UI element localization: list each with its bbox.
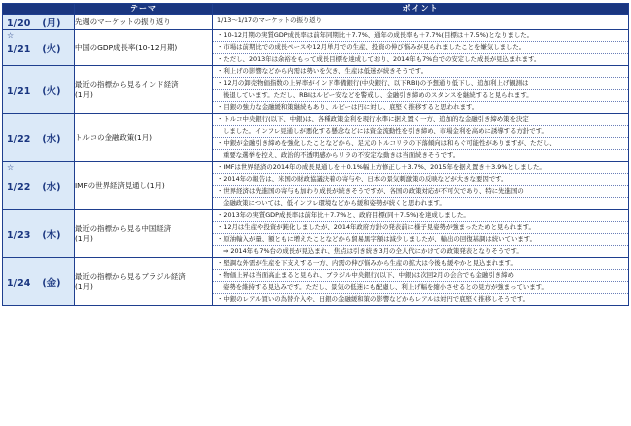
theme-cell [75, 210, 213, 258]
date-text: 1/24 [7, 277, 31, 289]
point-line: ・ IMFは世界経済の2014年の成長見通しを＋0.1%幅上方修正し＋3.7%、2015年を据え置き＋3.9%としました。 [213, 162, 628, 174]
point-line: ・ 市場は前期比での成長ペースや12月単月での生産、投資の伸び悩みが見られましたことを嫌気しました。 [213, 42, 628, 54]
point-line: ・ 12月の卸売物価指数の上昇率がインド準備銀行(中央銀行、以下RBI)の予想通り低下し、追加利上げ観測は [213, 78, 628, 90]
theme-line: 最近の指標から見る中国経済 [75, 223, 172, 233]
header-theme: テーマ [75, 4, 213, 15]
weekday-text: (水) [42, 181, 61, 193]
theme-line: IMFの世界経済見通し(1月) [75, 180, 165, 190]
weekday-text: (金) [42, 277, 61, 289]
date-cell [3, 258, 75, 306]
point-line: ・ 利上げの影響などから内需は勢いを欠き、生産は低迷が続きそうです。 [213, 66, 628, 78]
weekday-text: (火) [42, 85, 61, 97]
point-line: ・ 目銀の強力な金融緩和策継続もあり、ルピーは円に対し、底堅く推移すると思われます。 [213, 102, 628, 113]
point-line: ・ 中銀のレアル買いの為替介入や、日銀の金融緩和策の影響などからレアルは対円で底堅く推移しそうです。 [213, 294, 628, 305]
schedule-row [3, 210, 629, 258]
theme-line: 中国のGDP成長率(10-12月期) [75, 42, 178, 52]
date-text: 1/21 [7, 43, 31, 55]
date-cell [3, 66, 75, 114]
point-line: ・ 10-12月期の実質GDP成長率は前年同期比＋7.7%、通年の成長率も＋7.7%(目標は＋7.5%)となりました。 [213, 30, 628, 42]
weekday-text: (木) [42, 229, 61, 241]
date-text: 1/22 [7, 133, 31, 145]
weekday-text: (月) [42, 18, 61, 29]
theme-cell [75, 30, 213, 66]
date-cell [3, 30, 75, 66]
points-cell [213, 15, 629, 30]
theme-line: (1月) [75, 233, 93, 243]
theme-cell [75, 258, 213, 306]
points-cell [213, 30, 629, 66]
point-line: 姿勢を維持する見込みです。ただし、景気の低迷にも配慮し、利上げ幅を縮小させるとの見方が強まっています。 [213, 282, 628, 294]
weekday-text: (水) [42, 133, 61, 145]
theme-line: (1月) [75, 89, 93, 99]
point-line: 金融政策については、低インフレ環境などから緩和姿勢が続くと思われます。 [223, 199, 446, 207]
point-line: 1/13～1/17のマーケットの振り返り [217, 16, 323, 24]
theme-line: 先週のマーケットの振り返り [75, 17, 171, 26]
point-line: ・ 堅調な外需が生産を下支えする一方、内需の伸び悩みから生産の拡大は今後も緩やかと見込まれます。 [213, 258, 628, 270]
schedule-row [3, 114, 629, 162]
point-line: しました。インフレ見通しが悪化する懸念などには資金流動性を引き締め、市場金利を高めに誘導する方針です。 [213, 126, 628, 138]
points-cell [213, 162, 629, 210]
point-line: ・ 物価上昇は当面高止まると見られ、ブラジル中央銀行(以下、中銀)は次回2月の会合でも金融引き締め [213, 270, 628, 282]
points-cell [213, 258, 629, 306]
date-cell [3, 210, 75, 258]
schedule-body [3, 15, 629, 306]
schedule-row [3, 258, 629, 306]
point-line: ・ 12月は生産や投資が鈍化しましたが、2014年政府方針の発表前に様子見姿勢が強まったためと見られます。 [213, 222, 628, 234]
point-line: ・ 中銀が金融引き締めを強化したことなどから、足元のトルコリラの下落傾向は和らぐ可能性がありますが、ただし、 [213, 138, 628, 150]
date-text: 1/23 [7, 229, 31, 241]
header-date [3, 4, 75, 15]
point-line: ・ 世界経済は先進国の寄与も加わり成長が続きそうですが、各国の政策対応が不可欠であり、特に先進国の [213, 186, 628, 198]
schedule-row [3, 15, 629, 30]
schedule-table [2, 3, 629, 306]
schedule-row [3, 30, 629, 66]
theme-cell [75, 114, 213, 162]
points-cell [213, 210, 629, 258]
theme-cell [75, 66, 213, 114]
date-text: 1/22 [7, 181, 31, 193]
point-line: ・ ただし、2013年は余裕をもって成長目標を達成しており、2014年も7%台での安定した成長が見込まれます。 [213, 54, 628, 65]
date-cell [3, 162, 75, 210]
date-cell [3, 15, 75, 30]
date-text: 1/20 [7, 18, 31, 29]
header-points: ポイント [213, 4, 629, 15]
date-cell [3, 114, 75, 162]
point-line: 重要な選挙を控え、政治的不透明感からリラの不安定な動きは当面続きそうです。 [223, 151, 460, 159]
theme-cell [75, 15, 213, 30]
theme-line: 最近の指標から見るインド経済 [75, 79, 179, 89]
star-icon: ☆ [7, 163, 15, 172]
theme-cell [75, 162, 213, 210]
point-line: ⇒ 2014年も7%台の成長が見込まれ、焦点は引き続き3月の全人代にかけての政策発表となりそうです。 [223, 247, 523, 255]
point-line: ・ トルコ中央銀行(以下、中銀)は、各種政策金利を現行水準に据え置く一方、追加的な金融引き締め策を決定 [213, 114, 628, 126]
schedule-row [3, 162, 629, 210]
theme-line: 最近の指標から見るブラジル経済 [75, 271, 186, 281]
header-row [3, 4, 629, 15]
star-icon: ☆ [7, 31, 15, 40]
point-line: ・ 2013年の実質GDP成長率は前年比＋7.7%と、政府目標(同＋7.5%)を達成しました。 [213, 210, 628, 222]
points-cell [213, 66, 629, 114]
point-line: ・ 2014年の報告は、米国の財政協議決着の寄与や、日本の景気刺激策の反映などが大きな要因です。 [213, 174, 628, 186]
theme-line: トルコの金融政策(1月) [75, 132, 152, 142]
points-cell [213, 114, 629, 162]
point-line: ・ 原油輸入が量、額ともに増えたことなどから貿易黒字額は減少しましたが、輸出の回復基調は続いています。 [213, 234, 628, 246]
schedule-row [3, 66, 629, 114]
theme-line: (1月) [75, 281, 93, 291]
weekday-text: (火) [42, 43, 61, 55]
date-text: 1/21 [7, 85, 31, 97]
point-line: 後退しています。ただし、RBIはルピー安などを警戒し、金融引き締めのスタンスを継続すると見られます。 [213, 90, 628, 102]
